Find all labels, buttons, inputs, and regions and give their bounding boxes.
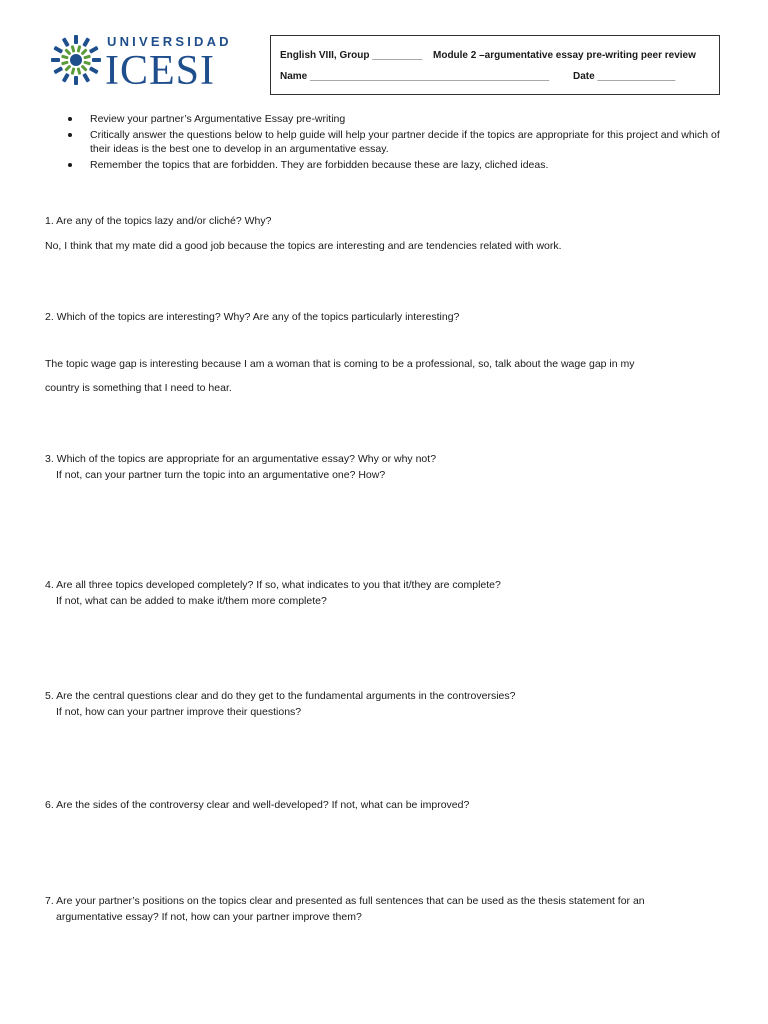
logo-top-text: UNIVERSIDAD	[107, 34, 232, 49]
question-7: 7. Are your partner’s positions on the topics clear and presented as full sentences that can be used as the thesis statement for an	[45, 895, 645, 907]
instructions-list	[66, 112, 726, 174]
sunburst-emblem-icon	[50, 32, 102, 88]
date-field[interactable]: Date ______________	[573, 71, 676, 82]
module-title: Module 2 –argumentative essay pre-writing peer review	[433, 50, 696, 61]
instruction-item: Review your partner’s Argumentative Essay pre-writing	[66, 112, 726, 126]
question-3-followup: If not, can your partner turn the topic into an argumentative one? How?	[56, 469, 386, 481]
question-5: 5. Are the central questions clear and do they get to the fundamental arguments in the controversies?	[45, 690, 516, 702]
logo-name: ICESI	[105, 48, 215, 94]
instruction-item: Critically answer the questions below to help guide will help your partner decide if the topics are appropriate for this project and which of their ideas is the best one to develop in an argumentative essay.	[66, 128, 726, 156]
question-4-followup: If not, what can be added to make it/them more complete?	[56, 595, 327, 607]
question-1: 1. Are any of the topics lazy and/or cliché? Why?	[45, 215, 272, 227]
university-logo	[50, 32, 232, 94]
course-group-field[interactable]: English VIII, Group _________	[280, 50, 423, 61]
question-5-followup: If not, how can your partner improve their questions?	[56, 706, 302, 718]
answer-2-line-2[interactable]: country is something that I need to hear.	[45, 382, 232, 394]
answer-2-line-1[interactable]: The topic wage gap is interesting because I am a woman that is coming to be a professional, so, talk about the wage gap in my	[45, 358, 635, 370]
question-2: 2. Which of the topics are interesting? Why? Are any of the topics particularly interesting?	[45, 311, 460, 323]
question-6: 6. Are the sides of the controversy clear and well-developed? If not, what can be improved?	[45, 799, 470, 811]
header-box	[270, 35, 720, 95]
question-4: 4. Are all three topics developed completely? If so, what indicates to you that it/they are complete?	[45, 579, 501, 591]
student-name-field[interactable]: Name ___________________________________________	[280, 71, 550, 82]
instruction-item: Remember the topics that are forbidden. They are forbidden because these are lazy, cliched ideas.	[66, 158, 726, 172]
answer-1[interactable]: No, I think that my mate did a good job because the topics are interesting and are tendencies related with work.	[45, 240, 562, 252]
question-7-followup: argumentative essay? If not, how can your partner improve them?	[56, 911, 362, 923]
question-3: 3. Which of the topics are appropriate for an argumentative essay? Why or why not?	[45, 453, 437, 465]
